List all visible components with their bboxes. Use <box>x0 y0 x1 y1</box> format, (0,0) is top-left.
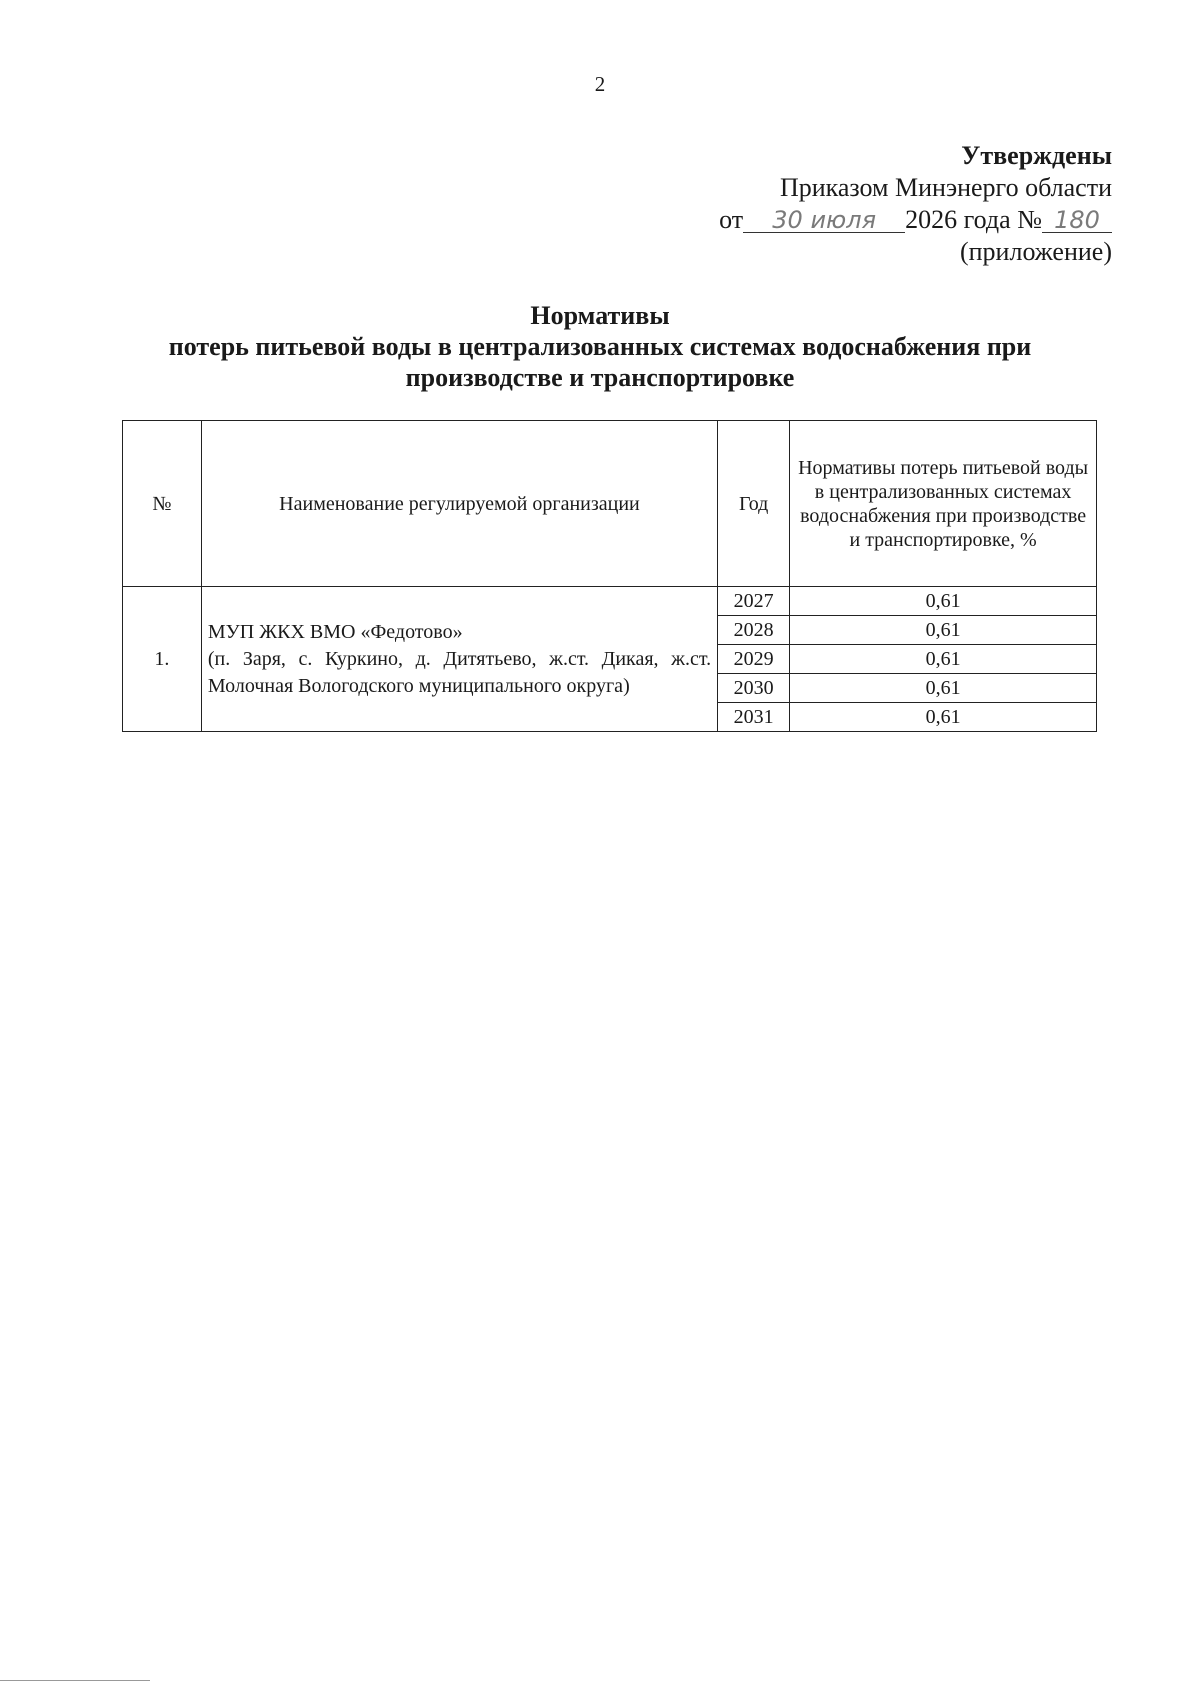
page-number: 2 <box>594 72 606 96</box>
norms-table <box>122 420 1097 732</box>
year-cell: 2031 <box>718 703 790 732</box>
footer-rule <box>0 1680 150 1681</box>
year-cell: 2028 <box>718 616 790 645</box>
approved-label: Утверждены <box>961 141 1112 170</box>
title-line-2: потерь питьевой воды в централизованных системах водоснабжения при <box>168 332 1032 361</box>
year-cell: 2030 <box>718 674 790 703</box>
title-line-1: Нормативы <box>530 301 670 330</box>
order-date-line <box>719 204 1112 236</box>
header-norm: Нормативы потерь питьевой воды в централизованных системах водоснабжения при производстве и транспортировке, % <box>790 421 1097 587</box>
norm-value-cell: 0,61 <box>790 645 1097 674</box>
row-number: 1. <box>123 587 202 732</box>
approval-block <box>719 140 1112 268</box>
organization-name: МУП ЖКХ ВМО «Федотово» <box>207 620 463 643</box>
handwritten-order-number: 180 <box>1042 208 1112 233</box>
document-title <box>0 300 1200 393</box>
year-cell: 2029 <box>718 645 790 674</box>
handwritten-date: 30 июля <box>743 208 905 233</box>
header-year: Год <box>718 421 790 587</box>
table-row <box>123 587 1097 616</box>
header-number: № <box>123 421 202 587</box>
norm-value-cell: 0,61 <box>790 616 1097 645</box>
norm-value-cell: 0,61 <box>790 587 1097 616</box>
table-header-row <box>123 421 1097 587</box>
title-line-3: производстве и транспортировке <box>405 363 795 392</box>
appendix-label: (приложение) <box>959 237 1112 266</box>
from-prefix: от <box>719 205 744 234</box>
organization-locations: (п. Заря, с. Куркино, д. Дитятьево, ж.ст. Дикая, ж.ст. Молочная Вологодского муниципального округа) <box>207 647 712 697</box>
norm-value-cell: 0,61 <box>790 703 1097 732</box>
norm-value-cell: 0,61 <box>790 674 1097 703</box>
header-organization: Наименование регулируемой организации <box>201 421 717 587</box>
order-by-label: Приказом Минэнерго области <box>779 173 1112 202</box>
organization-cell <box>201 587 717 732</box>
order-year-text: 2026 года № <box>905 205 1042 234</box>
year-cell: 2027 <box>718 587 790 616</box>
